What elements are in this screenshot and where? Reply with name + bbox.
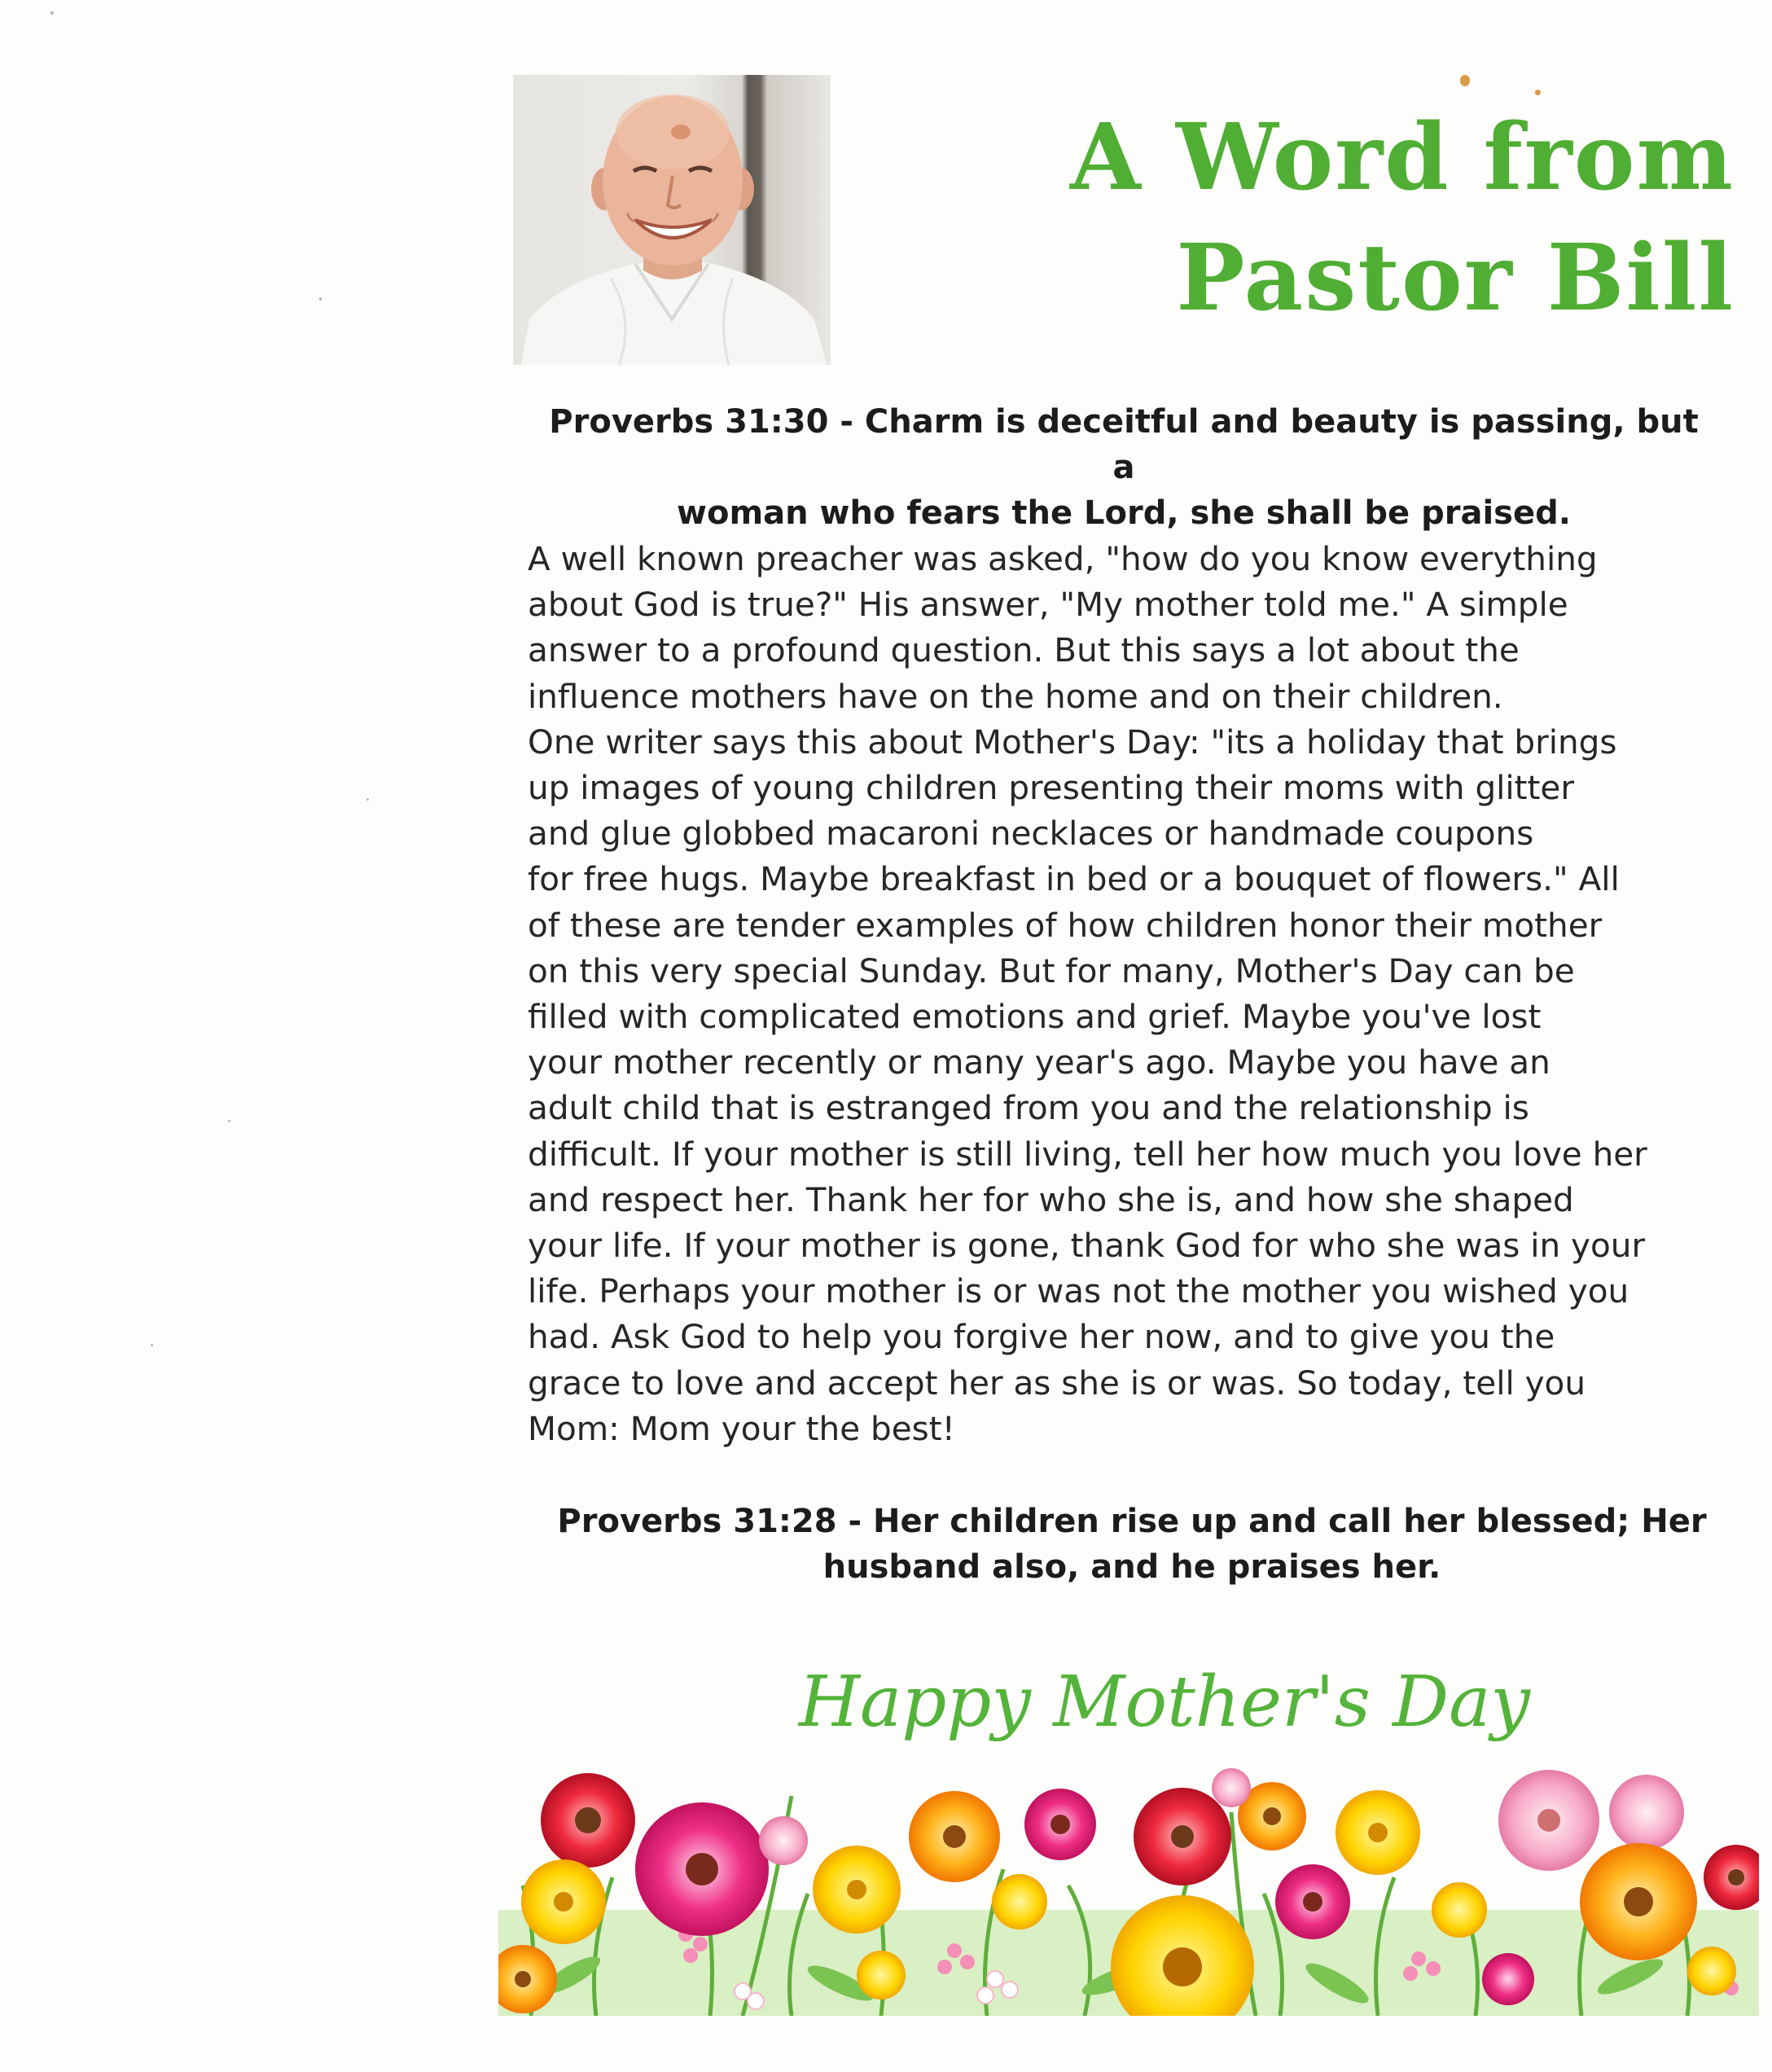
- body-line: filled with complicated emotions and grief. Maybe you've lost: [528, 997, 1542, 1037]
- body-line: of these are tender examples of how children honor their mother: [528, 905, 1603, 945]
- body-line: difficult. If your mother is still living, tell her how much you love her: [528, 1134, 1647, 1174]
- body-line: influence mothers have on the home and on their children.: [528, 676, 1503, 716]
- body-line: had. Ask God to help you forgive her now, and to give you the: [528, 1317, 1555, 1357]
- article-body: [528, 536, 1717, 1451]
- body-line: life. Perhaps your mother is or was not the mother you wished you: [528, 1271, 1629, 1311]
- body-line: answer to a profound question. But this says a lot about the: [528, 630, 1520, 670]
- scan-speck: [228, 1120, 230, 1122]
- body-line: and respect her. Thank her for who she is, and how she shaped: [528, 1179, 1574, 1219]
- scan-speck: [1535, 90, 1541, 95]
- verse-top-line-1: Proverbs 31:30 - Charm is deceitful and beauty is passing, but a: [549, 403, 1699, 486]
- body-line: up images of young children presenting their moms with glitter: [528, 768, 1575, 808]
- body-line: A well known preacher was asked, "how do you know everything: [528, 539, 1598, 578]
- pastor-photo: [513, 75, 831, 365]
- flower: [541, 1773, 635, 1868]
- body-line: your life. If your mother is gone, thank God for who she was in your: [528, 1226, 1646, 1266]
- pastor-portrait-illustration: [513, 75, 831, 365]
- body-line: Mom: Mom your the best!: [528, 1408, 955, 1448]
- verse-bottom-line-1: Proverbs 31:28 - Her children rise up and call her blessed; Her: [557, 1503, 1707, 1540]
- verse-top-line-2: woman who fears the Lord, she shall be praised.: [677, 494, 1571, 532]
- mothers-day-greeting: Happy Mother's Day: [798, 1662, 1530, 1743]
- flower-illustration: [498, 1763, 1759, 2016]
- verse-bottom-line-2: husband also, and he praises her.: [822, 1548, 1441, 1586]
- scan-speck: [1460, 75, 1470, 86]
- verse-top: [533, 399, 1714, 536]
- body-line: about God is true?" His answer, "My mother told me." A simple: [528, 585, 1568, 625]
- scan-speck: [366, 798, 369, 801]
- scan-speck: [151, 1344, 153, 1346]
- body-line: One writer says this about Mother's Day: "its a holiday that brings: [528, 722, 1617, 762]
- body-line: on this very special Sunday. But for many, Mother's Day can be: [528, 950, 1575, 990]
- body-line: grace to love and accept her as she is or was. So today, tell you: [528, 1363, 1586, 1403]
- body-line: adult child that is estranged from you and the relationship is: [528, 1088, 1529, 1128]
- verse-bottom: [554, 1499, 1710, 1590]
- title-line-1: A Word from: [1070, 104, 1735, 211]
- body-line: and glue globbed macaroni necklaces or handmade coupons: [528, 814, 1534, 854]
- body-line: your mother recently or many year's ago. Maybe you have an: [528, 1043, 1550, 1082]
- scan-speck: [319, 297, 322, 301]
- flower-border-image: [498, 1763, 1759, 2016]
- body-line: for free hugs. Maybe breakfast in bed or a bouquet of flowers." All: [528, 859, 1620, 899]
- title-line-2: Pastor Bill: [1176, 225, 1735, 331]
- scan-speck: [50, 11, 54, 15]
- page-title: [920, 98, 1735, 339]
